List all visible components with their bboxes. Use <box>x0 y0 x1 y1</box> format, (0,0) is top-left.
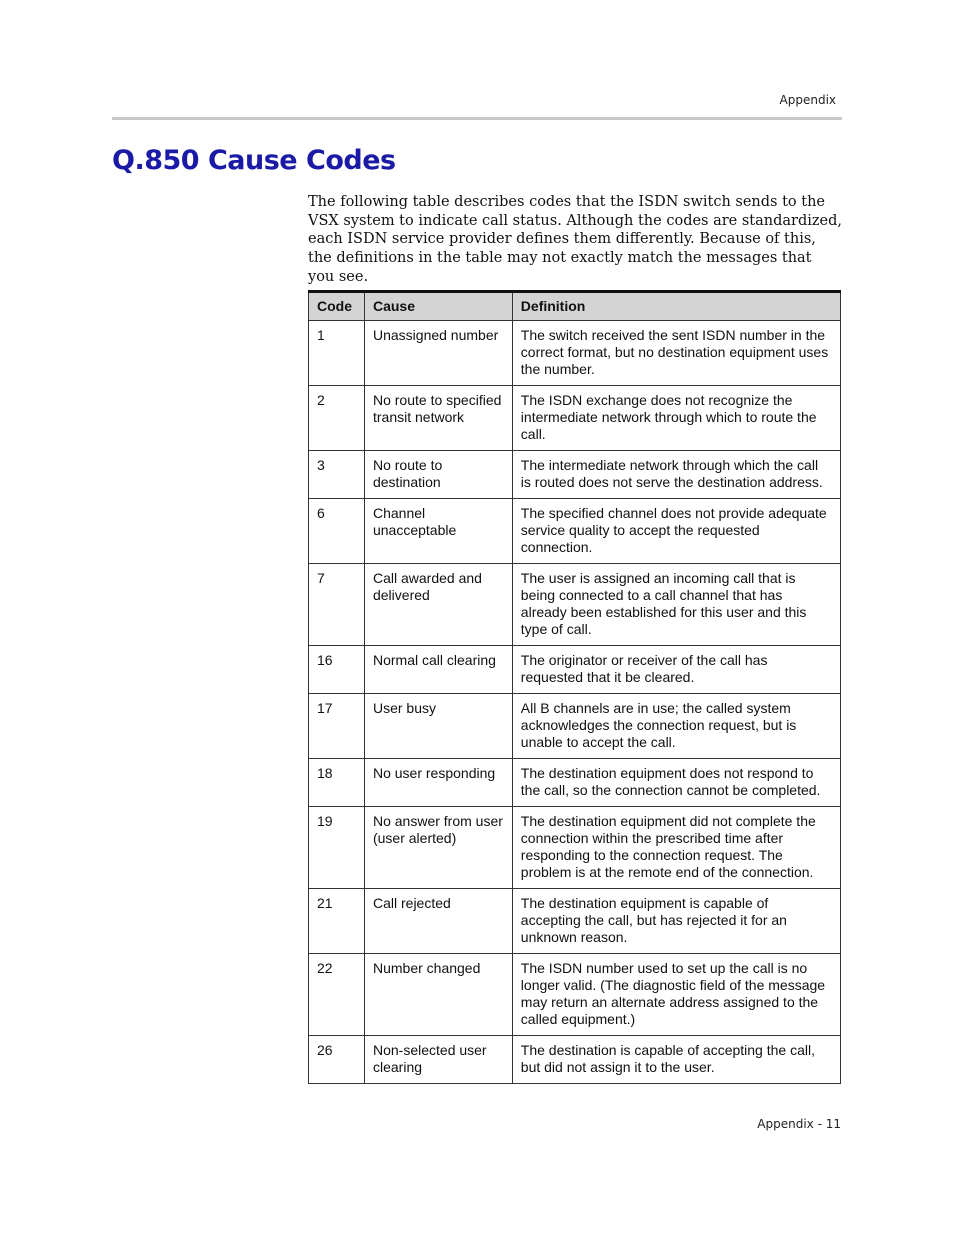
cell-definition: The ISDN exchange does not recognize the intermediate network through which to route the call. <box>512 386 840 451</box>
table-row <box>309 759 841 807</box>
header-definition: Definition <box>512 292 840 321</box>
table-row <box>309 386 841 451</box>
cell-definition: The user is assigned an incoming call that is being connected to a call channel that has already been established for this user and this type of call. <box>512 564 840 646</box>
cell-code: 6 <box>309 499 365 564</box>
cell-code: 16 <box>309 646 365 694</box>
cell-cause: No route to destination <box>364 451 512 499</box>
cell-definition: The destination equipment is capable of accepting the call, but has rejected it for an unknown reason. <box>512 889 840 954</box>
cell-definition: The destination is capable of accepting the call, but did not assign it to the user. <box>512 1036 840 1084</box>
cell-cause: User busy <box>364 694 512 759</box>
cell-cause: No answer from user (user alerted) <box>364 807 512 889</box>
header-cause: Cause <box>364 292 512 321</box>
table-header <box>309 292 841 321</box>
cell-code: 22 <box>309 954 365 1036</box>
page-title: Q.850 Cause Codes <box>112 145 396 176</box>
cell-code: 19 <box>309 807 365 889</box>
cell-definition: The specified channel does not provide adequate service quality to accept the requested connection. <box>512 499 840 564</box>
cell-definition: The destination equipment does not respond to the call, so the connection cannot be completed. <box>512 759 840 807</box>
table-row <box>309 499 841 564</box>
table-row <box>309 564 841 646</box>
cell-cause: Call rejected <box>364 889 512 954</box>
cell-definition: The ISDN number used to set up the call is no longer valid. (The diagnostic field of the message may return an alternate address assigned to the called equipment.) <box>512 954 840 1036</box>
table-row <box>309 954 841 1036</box>
cell-definition: The switch received the sent ISDN number in the correct format, but no destination equipment uses the number. <box>512 321 840 386</box>
table-header-row <box>309 292 841 321</box>
cell-cause: Normal call clearing <box>364 646 512 694</box>
cell-code: 2 <box>309 386 365 451</box>
table-row <box>309 1036 841 1084</box>
cell-cause: No user responding <box>364 759 512 807</box>
cell-code: 3 <box>309 451 365 499</box>
cell-cause: Number changed <box>364 954 512 1036</box>
cell-cause: No route to specified transit network <box>364 386 512 451</box>
header-rule <box>112 117 842 120</box>
table-row <box>309 889 841 954</box>
table-row <box>309 646 841 694</box>
cell-definition: All B channels are in use; the called system acknowledges the connection request, but is unable to accept the call. <box>512 694 840 759</box>
table-row <box>309 694 841 759</box>
cell-cause: Call awarded and delivered <box>364 564 512 646</box>
cell-cause: Channel unacceptable <box>364 499 512 564</box>
intro-paragraph: The following table describes codes that the ISDN switch sends to the VSX system to indicate call status. Although the codes are standardized, each ISDN service provider defines them differently. Because of this, the definitions in the table may not exactly match the messages that you see. <box>308 194 843 285</box>
cell-code: 7 <box>309 564 365 646</box>
cell-definition: The destination equipment did not complete the connection within the prescribed time after responding to the connection request. The problem is at the remote end of the connection. <box>512 807 840 889</box>
table-row <box>309 451 841 499</box>
cell-code: 21 <box>309 889 365 954</box>
cell-code: 17 <box>309 694 365 759</box>
table-row <box>309 807 841 889</box>
cell-definition: The intermediate network through which the call is routed does not serve the destination address. <box>512 451 840 499</box>
table-row <box>309 321 841 386</box>
cell-code: 1 <box>309 321 365 386</box>
running-header: Appendix <box>779 93 836 107</box>
header-code: Code <box>309 292 365 321</box>
cell-cause: Non-selected user clearing <box>364 1036 512 1084</box>
table-body <box>309 321 841 1084</box>
page-number: Appendix - 11 <box>757 1117 841 1131</box>
cell-definition: The originator or receiver of the call has requested that it be cleared. <box>512 646 840 694</box>
cause-codes-table <box>308 290 841 1084</box>
cell-code: 26 <box>309 1036 365 1084</box>
cell-cause: Unassigned number <box>364 321 512 386</box>
cell-code: 18 <box>309 759 365 807</box>
